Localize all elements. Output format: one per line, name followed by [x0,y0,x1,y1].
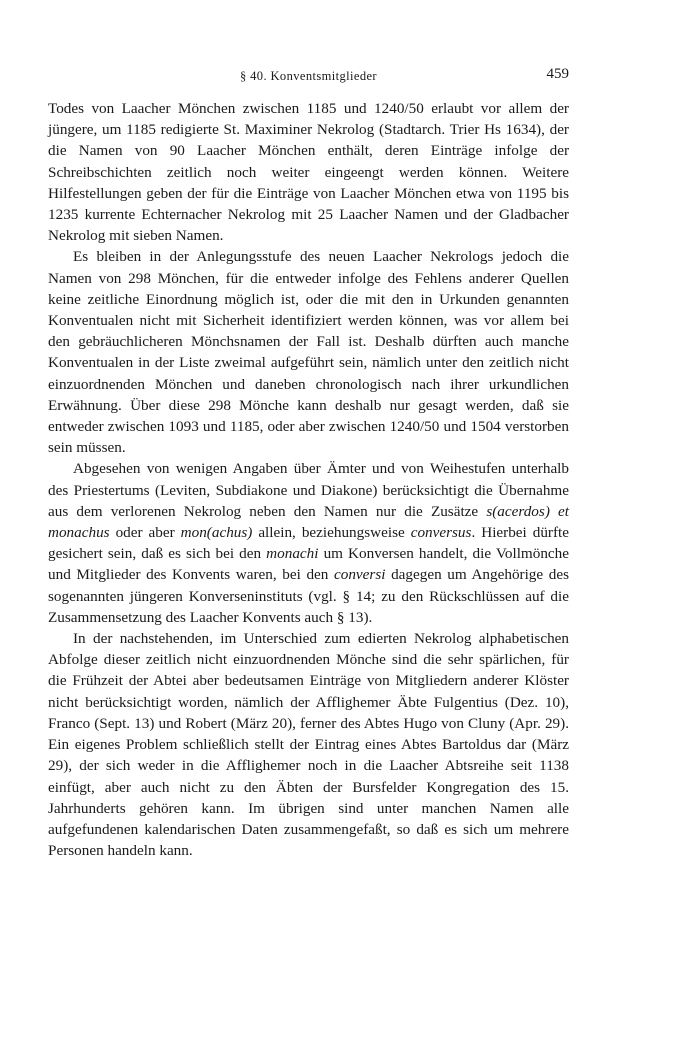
latin-term-monachi: monachi [266,545,319,563]
latin-term-conversus: conversus [410,524,472,542]
paragraph-2: Es bleiben in der Anlegungsstufe des neuen Laacher Nekrologs jedoch die Namen von 298 Mönchen, für die entweder infolge des Fehlens anderer Quellen keine zeitliche Einordnung möglich ist, oder die mit den in Urkunden genannten Konventualen nicht mit Sicherheit identifiziert werden können, was vor allem bei den gebräuchlicheren Mönchsnamen der Fall ist. Deshalb dürften auch manche Konventualen in der Liste zweimal aufgeführt sein, nämlich unter den zeitlich nicht einzuordnenden Mönchen und daneben chronologisch nach ihrer urkundlichen Erwähnung. Über diese 298 Mönche kann deshalb nur gesagt werden, daß sie entweder zwischen 1093 und 1185, oder aber zwischen 1240/50 und 1504 verstorben sein müssen. [48,248,569,457]
paragraph-3-text: Abgesehen von wenigen Angaben über Ämter und von Weihestufen unterhalb des Priestertums (Leviten, Subdiakone und Diakone) berücksichtigt die Übernahme aus dem verlorenen Nekrolog neben den Namen nur die Zusätze [48,460,569,520]
latin-term-monachus: mon(achus) [180,524,253,542]
paragraph-3-text: allein, beziehungsweise [252,524,411,542]
running-head [48,66,569,86]
paragraph-3-text: dagegen um Angehörige des sogenannten jüngeren Konverseninstituts (vgl. § 14; zu den Rückschlüssen auf die Zusammensetzung des Laacher Konvents auch § 13). [48,566,569,626]
page-number: 459 [546,66,569,82]
latin-term-sacerdos-et-monachus: s(acerdos) et monachus [48,502,569,542]
latin-term-conversi: conversi [334,566,386,584]
paragraph-4: In der nachstehenden, im Unterschied zum edierten Nekrolog alphabetischen Abfolge dieser zeitlich nicht einzuordnenden Mönche sind die sehr spärlichen, für die Frühzeit der Abtei aber bedeutsamen Einträge von Mitgliedern anderer Klöster nicht berücksichtigt worden, nämlich der Afflighemer Äbte Fulgentius (Dez. 10), Franco (Sept. 13) und Robert (März 20), ferner des Abtes Hugo von Cluny (Apr. 29). Ein eigenes Problem schließlich stellt der Eintrag eines Abtes Bartoldus dar (März 29), der sich weder in die Afflighemer noch in die Laacher Abtsreihe seit 1138 einfügt, aber auch nicht zu den Äbten der Bursfelder Kongregation des 15. Jahrhunderts gehören kann. Im übrigen sind unter manchen Namen alle aufgefundenen kalendarischen Daten zusammengefaßt, so daß es sich um mehrere Personen handeln kann. [48,630,569,860]
paragraph-1: Todes von Laacher Mönchen zwischen 1185 und 1240/50 erlaubt vor allem der jüngere, um 1185 redigierte St. Maximiner Nekrolog (Stadtarch. Trier Hs 1634), der die Namen von 90 Laacher Mönchen enthält, deren Einträge infolge der Schreibschichten zeitlich noch weiter eingeengt werden können. Weitere Hilfestellungen geben der für die Einträge von Laacher Mönchen etwa von 1195 bis 1235 kurrente Echternacher Nekrolog mit 25 Laacher Namen und der Gladbacher Nekrolog mit sieben Namen. [48,100,569,245]
paragraph-3-text: oder aber [109,524,181,542]
paragraph-3-text: um Konversen handelt, die Vollmönche und Mitglieder des Konvents waren, bei den [48,545,569,584]
paragraph-3-text: . Hierbei dürfte gesichert sein, daß es sich bei den [48,524,569,563]
body-text [48,98,569,861]
paragraph-3 [48,458,569,628]
running-title: § 40. Konventsmitglieder [239,69,377,83]
